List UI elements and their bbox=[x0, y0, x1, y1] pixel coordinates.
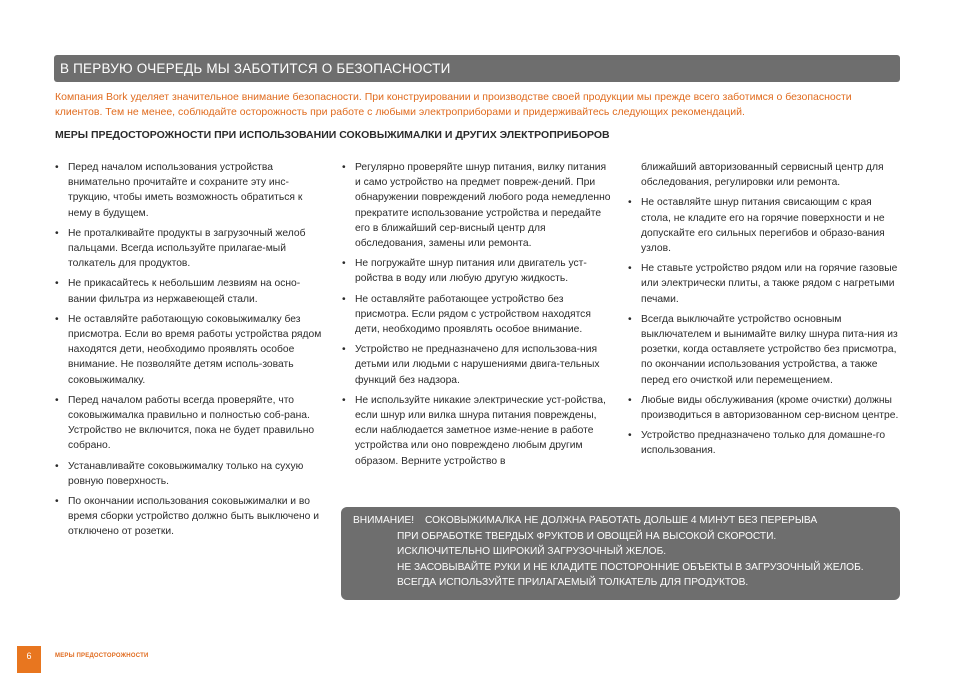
list-item: • Не погружайте шнур питания или двигатель уст-ройства в воду или любую другую жидкость. bbox=[341, 256, 613, 286]
page-number-tab bbox=[17, 646, 41, 673]
list-item: • Устанавливайте соковыжималку только на сухую ровную поверхность. bbox=[54, 459, 326, 489]
list-item: • Не проталкивайте продукты в загрузочный желоб пальцами. Всегда используйте прилагае-мый толкатель для продуктов. bbox=[54, 226, 326, 272]
warning-row bbox=[353, 513, 890, 529]
list-item: • Не оставляйте работающее устройство без присмотра. Если рядом с устройством находятся дети, необходимо проявлять особое внимание. bbox=[341, 292, 613, 338]
warning-line: СОКОВЫЖИМАЛКА НЕ ДОЛЖНА РАБОТАТЬ ДОЛЬШЕ 4 МИНУТ БЕЗ ПЕРЕРЫВА bbox=[425, 515, 818, 526]
section-title-bar bbox=[54, 55, 900, 82]
list-item: • Регулярно проверяйте шнур питания, вилку питания и само устройство на предмет повреж-дений. При обнаружении повреждений любого рода немедленно прекратите использование устройства и передайте его в ближайший сер-висный центр для обследования, замены или ремонта. bbox=[341, 160, 613, 251]
list-item: • По окончании использования соковыжималки и во время сборки устройство должно быть выключено и отключено от розетки. bbox=[54, 494, 326, 540]
list-item: • Всегда выключайте устройство основным выключателем и вынимайте вилку шнура пита-ния из розетки, когда оставляете устройство без присмотра, по окончании использования устройства, а также перед его очисткой или перемещением. bbox=[627, 312, 899, 388]
warning-line: ПРИ ОБРАБОТКЕ ТВЕРДЫХ ФРУКТОВ И ОВОЩЕЙ НА ВЫСОКОЙ СКОРОСТИ. bbox=[397, 530, 777, 542]
warning-line: ИСКЛЮЧИТЕЛЬНО ШИРОКИЙ ЗАГРУЗОЧНЫЙ ЖЕЛОБ. bbox=[397, 546, 667, 557]
list-item: • Перед началом работы всегда проверяйте, что соковыжималка правильно и полностью соб-рана. Устройство не включится, пока не будет правильно собрано. bbox=[54, 393, 326, 454]
precautions-subheading: МЕРЫ ПРЕДОСТОРОЖНОСТИ ПРИ ИСПОЛЬЗОВАНИИ СОКОВЫЖИМАЛКИ И ДРУГИХ ЭЛЕКТРОПРИБОРОВ bbox=[55, 129, 610, 141]
list-item: • Не прикасайтесь к небольшим лезвиям на осно-вании фильтра из нержавеющей стали. bbox=[54, 276, 326, 306]
precautions-column-2 bbox=[341, 160, 613, 474]
footer-section-title: МЕРЫ ПРЕДОСТОРОЖНОСТИ bbox=[55, 653, 149, 659]
list-item-continuation: ближайший авторизованный сервисный центр для обследования, регулировки или ремонта. bbox=[641, 162, 884, 189]
warning-line: НЕ ЗАСОВЫВАЙТЕ РУКИ И НЕ КЛАДИТЕ ПОСТОРОННИЕ ОБЪЕКТЫ В ЗАГРУЗОЧНЫЙ ЖЕЛОБ. bbox=[397, 561, 864, 573]
list-item: • Не оставляйте работающую соковыжималку без присмотра. Если во время работы устройства рядом находятся дети, необходимо проявлять особое внимание. Не позволяйте детям исполь-зовать соковыжималку. bbox=[54, 312, 326, 388]
precautions-column-1 bbox=[54, 160, 326, 545]
page-number: 6 bbox=[26, 651, 32, 661]
list-item: • Устройство предназначено только для домашне-го использования. bbox=[627, 428, 899, 458]
list-item: • Не оставляйте шнур питания свисающим с края стола, не кладите его на горячие поверхности и не допускайте его сильных перегибов и образо-вания узлов. bbox=[627, 195, 899, 256]
precautions-column-3 bbox=[627, 160, 899, 464]
list-item: • Не ставьте устройство рядом или на горячие газовые или электрически плиты, а также рядом с нагретыми печами. bbox=[627, 261, 899, 307]
list-item: • Перед началом использования устройства внимательно прочитайте и сохраните эту инс-трукцию, чтобы иметь возможность обратиться к нему в будущем. bbox=[54, 160, 326, 221]
section-title: В ПЕРВУЮ ОЧЕРЕДЬ МЫ ЗАБОТИТСЯ О БЕЗОПАСНОСТИ bbox=[60, 61, 451, 76]
list-item: • Устройство не предназначено для использова-ния детьми или людьми с нарушениями двига-тельных функций без надзора. bbox=[341, 342, 613, 388]
warning-label: ВНИМАНИЕ! bbox=[353, 515, 415, 526]
intro-paragraph: Компания Bork уделяет значительное внимание безопасности. При конструировании и производстве своей продукции мы прежде всего заботимся о безопасности клиентов. Тем не менее, соблюдайте осторожность при работе с любыми электроприборами и придерживайтесь следующих рекомендаций. bbox=[55, 91, 852, 118]
warning-box bbox=[341, 507, 900, 600]
list-item: • Любые виды обслуживания (кроме очистки) должны производиться в авторизованном сер-висном центре. bbox=[627, 393, 899, 423]
list-item: • Не используйте никакие электрические уст-ройства, если шнур или вилка шнура питания повреждены, если наблюдается заметное изме-нение в работе устройства или оно повреждено любым другим образом. Верните устройство в bbox=[341, 393, 613, 469]
warning-line: ВСЕГДА ИСПОЛЬЗУЙТЕ ПРИЛАГАЕМЫЙ ТОЛКАТЕЛЬ ДЛЯ ПРОДУКТОВ. bbox=[397, 577, 749, 588]
